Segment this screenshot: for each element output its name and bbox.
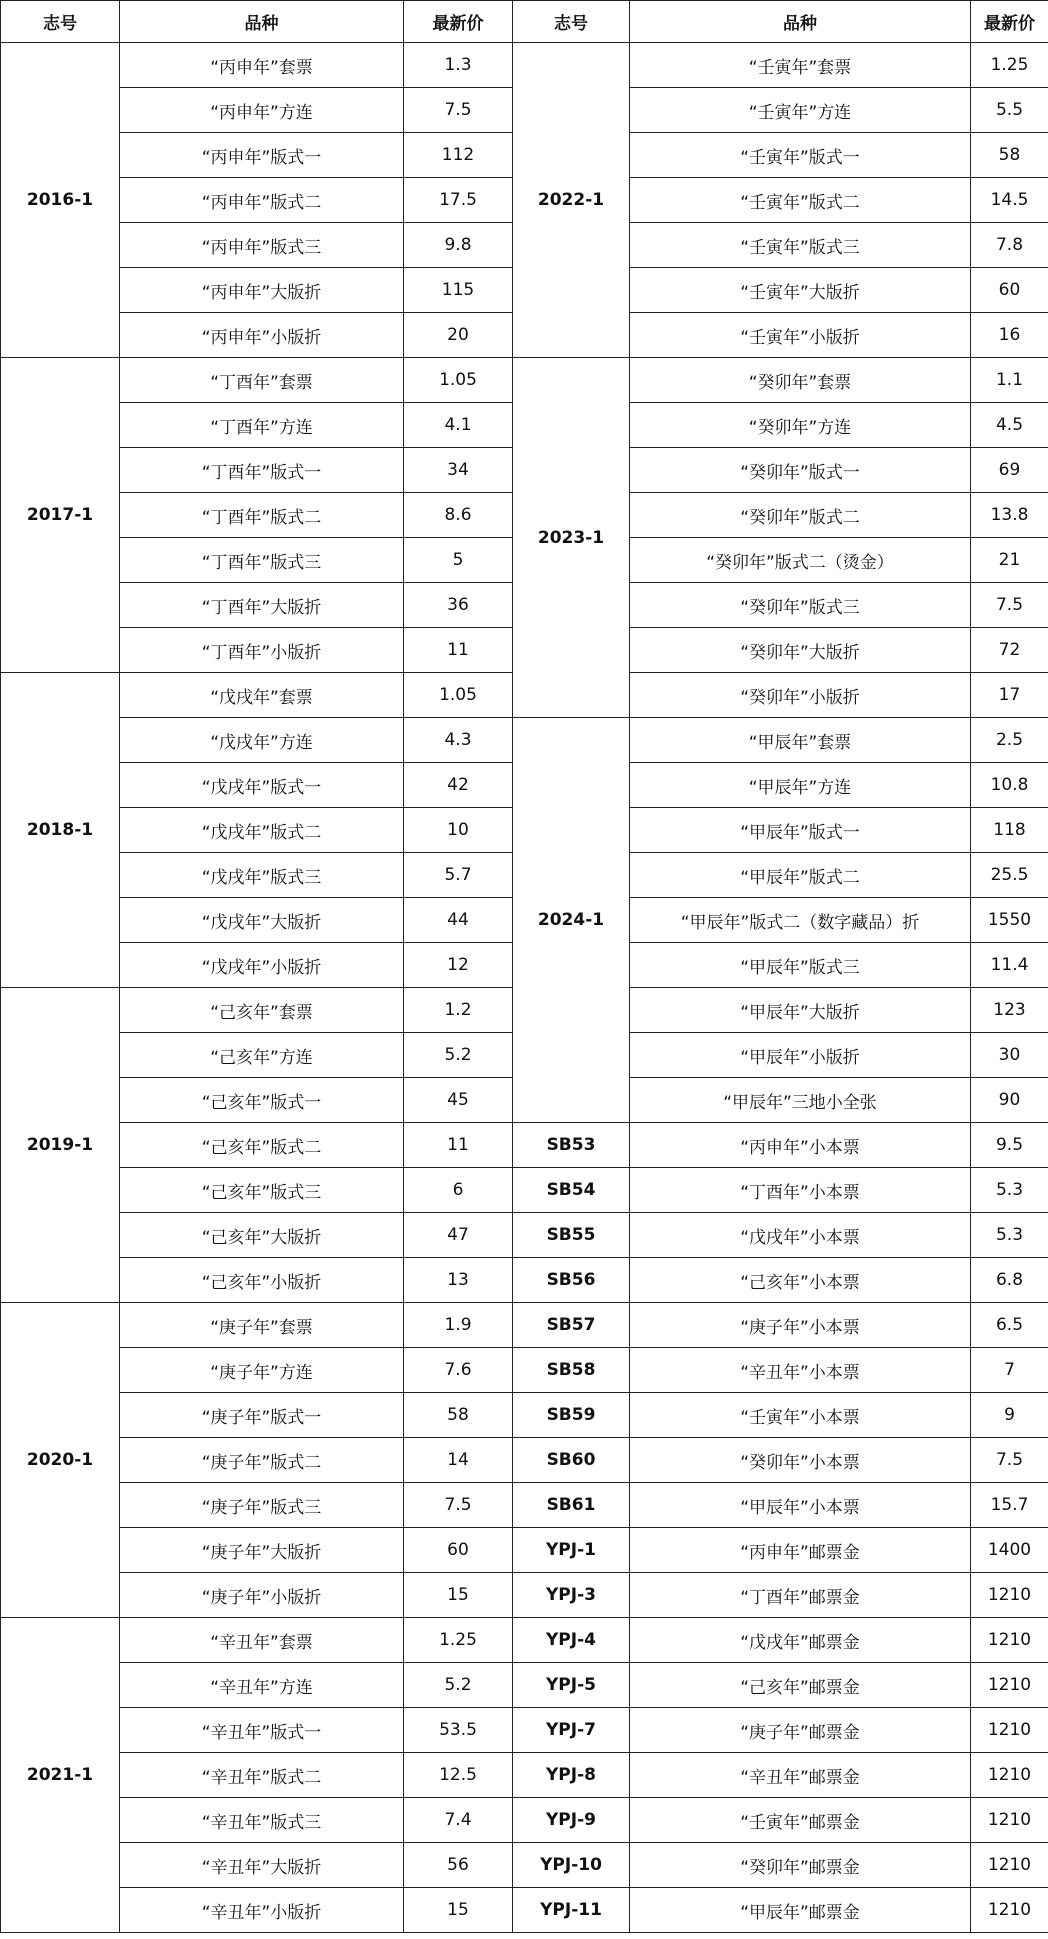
price-cell-left: 15 bbox=[404, 1888, 513, 1933]
issue-number-cell-right: YPJ-9 bbox=[513, 1798, 630, 1843]
price-cell-left: 5 bbox=[404, 538, 513, 583]
variety-cell-right: “甲辰年”三地小全张 bbox=[630, 1078, 971, 1123]
variety-cell-left: “丁酉年”小版折 bbox=[120, 628, 404, 673]
header-id-left: 志号 bbox=[1, 1, 120, 43]
variety-cell-left: “辛丑年”版式二 bbox=[120, 1753, 404, 1798]
price-cell-left: 7.4 bbox=[404, 1798, 513, 1843]
variety-cell-right: “辛丑年”小本票 bbox=[630, 1348, 971, 1393]
variety-cell-right: “壬寅年”邮票金 bbox=[630, 1798, 971, 1843]
price-cell-right: 4.5 bbox=[971, 403, 1048, 448]
variety-cell-left: “戊戌年”版式三 bbox=[120, 853, 404, 898]
price-cell-left: 60 bbox=[404, 1528, 513, 1573]
price-cell-left: 9.8 bbox=[404, 223, 513, 268]
table-row bbox=[1, 1123, 1048, 1168]
variety-cell-right: “癸卯年”版式三 bbox=[630, 583, 971, 628]
variety-cell-right: “甲辰年”大版折 bbox=[630, 988, 971, 1033]
variety-cell-left: “庚子年”大版折 bbox=[120, 1528, 404, 1573]
price-cell-left: 17.5 bbox=[404, 178, 513, 223]
issue-number-cell-right: SB58 bbox=[513, 1348, 630, 1393]
price-cell-left: 15 bbox=[404, 1573, 513, 1618]
price-cell-left: 10 bbox=[404, 808, 513, 853]
issue-number-cell-right: SB53 bbox=[513, 1123, 630, 1168]
variety-cell-right: “癸卯年”小本票 bbox=[630, 1438, 971, 1483]
price-cell-left: 1.3 bbox=[404, 43, 513, 88]
variety-cell-left: “丙申年”版式一 bbox=[120, 133, 404, 178]
variety-cell-right: “甲辰年”邮票金 bbox=[630, 1888, 971, 1933]
price-cell-left: 4.1 bbox=[404, 403, 513, 448]
variety-cell-right: “己亥年”小本票 bbox=[630, 1258, 971, 1303]
price-cell-left: 5.7 bbox=[404, 853, 513, 898]
price-cell-left: 7.5 bbox=[404, 88, 513, 133]
issue-number-cell-right: SB56 bbox=[513, 1258, 630, 1303]
variety-cell-right: “辛丑年”邮票金 bbox=[630, 1753, 971, 1798]
price-cell-right: 90 bbox=[971, 1078, 1048, 1123]
variety-cell-left: “丙申年”方连 bbox=[120, 88, 404, 133]
variety-cell-left: “戊戌年”套票 bbox=[120, 673, 404, 718]
variety-cell-left: “丁酉年”大版折 bbox=[120, 583, 404, 628]
price-cell-right: 1210 bbox=[971, 1573, 1048, 1618]
variety-cell-left: “丁酉年”套票 bbox=[120, 358, 404, 403]
variety-cell-right: “壬寅年”套票 bbox=[630, 43, 971, 88]
price-cell-left: 7.5 bbox=[404, 1483, 513, 1528]
price-cell-right: 13.8 bbox=[971, 493, 1048, 538]
variety-cell-left: “丙申年”套票 bbox=[120, 43, 404, 88]
variety-cell-left: “丙申年”大版折 bbox=[120, 268, 404, 313]
table-row bbox=[1, 1753, 1048, 1798]
price-cell-left: 112 bbox=[404, 133, 513, 178]
issue-number-cell-right: YPJ-3 bbox=[513, 1573, 630, 1618]
price-cell-left: 12 bbox=[404, 943, 513, 988]
header-row bbox=[1, 1, 1048, 43]
variety-cell-right: “甲辰年”版式一 bbox=[630, 808, 971, 853]
price-cell-right: 7.5 bbox=[971, 1438, 1048, 1483]
price-cell-right: 6.5 bbox=[971, 1303, 1048, 1348]
price-cell-left: 42 bbox=[404, 763, 513, 808]
table-row bbox=[1, 1528, 1048, 1573]
variety-cell-right: “壬寅年”小版折 bbox=[630, 313, 971, 358]
variety-cell-left: “庚子年”方连 bbox=[120, 1348, 404, 1393]
price-cell-right: 1210 bbox=[971, 1888, 1048, 1933]
variety-cell-right: “壬寅年”小本票 bbox=[630, 1393, 971, 1438]
price-cell-right: 7.8 bbox=[971, 223, 1048, 268]
price-cell-left: 13 bbox=[404, 1258, 513, 1303]
variety-cell-right: “壬寅年”版式二 bbox=[630, 178, 971, 223]
price-cell-right: 60 bbox=[971, 268, 1048, 313]
variety-cell-right: “甲辰年”小版折 bbox=[630, 1033, 971, 1078]
table-row bbox=[1, 1483, 1048, 1528]
price-cell-left: 6 bbox=[404, 1168, 513, 1213]
price-cell-right: 11.4 bbox=[971, 943, 1048, 988]
variety-cell-left: “丁酉年”方连 bbox=[120, 403, 404, 448]
header-id-right: 志号 bbox=[513, 1, 630, 43]
price-cell-right: 7 bbox=[971, 1348, 1048, 1393]
price-cell-right: 1210 bbox=[971, 1843, 1048, 1888]
price-cell-left: 1.05 bbox=[404, 673, 513, 718]
variety-cell-left: “己亥年”版式二 bbox=[120, 1123, 404, 1168]
price-cell-left: 1.05 bbox=[404, 358, 513, 403]
table-row bbox=[1, 1843, 1048, 1888]
variety-cell-right: “癸卯年”版式二（烫金） bbox=[630, 538, 971, 583]
issue-number-cell-right: SB60 bbox=[513, 1438, 630, 1483]
variety-cell-left: “辛丑年”大版折 bbox=[120, 1843, 404, 1888]
price-cell-left: 11 bbox=[404, 1123, 513, 1168]
price-cell-right: 123 bbox=[971, 988, 1048, 1033]
variety-cell-right: “癸卯年”套票 bbox=[630, 358, 971, 403]
table-row bbox=[1, 1888, 1048, 1933]
price-cell-right: 1210 bbox=[971, 1753, 1048, 1798]
variety-cell-right: “癸卯年”邮票金 bbox=[630, 1843, 971, 1888]
price-cell-left: 47 bbox=[404, 1213, 513, 1258]
variety-cell-left: “戊戌年”大版折 bbox=[120, 898, 404, 943]
variety-cell-left: “己亥年”套票 bbox=[120, 988, 404, 1033]
price-cell-right: 15.7 bbox=[971, 1483, 1048, 1528]
header-variety-right: 品种 bbox=[630, 1, 971, 43]
variety-cell-right: “丙申年”小本票 bbox=[630, 1123, 971, 1168]
issue-number-cell-right: YPJ-7 bbox=[513, 1708, 630, 1753]
issue-number-cell-right: SB61 bbox=[513, 1483, 630, 1528]
issue-number-cell-right: YPJ-4 bbox=[513, 1618, 630, 1663]
variety-cell-right: “壬寅年”方连 bbox=[630, 88, 971, 133]
variety-cell-right: “壬寅年”版式一 bbox=[630, 133, 971, 178]
table-row bbox=[1, 1168, 1048, 1213]
price-cell-right: 1210 bbox=[971, 1798, 1048, 1843]
variety-cell-right: “甲辰年”版式二（数字藏品）折 bbox=[630, 898, 971, 943]
variety-cell-right: “甲辰年”套票 bbox=[630, 718, 971, 763]
variety-cell-right: “甲辰年”版式三 bbox=[630, 943, 971, 988]
variety-cell-right: “丁酉年”小本票 bbox=[630, 1168, 971, 1213]
variety-cell-left: “己亥年”大版折 bbox=[120, 1213, 404, 1258]
issue-number-cell-left: 2017-1 bbox=[1, 358, 120, 673]
price-cell-right: 6.8 bbox=[971, 1258, 1048, 1303]
issue-number-cell-right: 2022-1 bbox=[513, 43, 630, 358]
table-row bbox=[1, 1438, 1048, 1483]
price-cell-right: 10.8 bbox=[971, 763, 1048, 808]
variety-cell-left: “辛丑年”套票 bbox=[120, 1618, 404, 1663]
variety-cell-left: “庚子年”套票 bbox=[120, 1303, 404, 1348]
price-cell-right: 1210 bbox=[971, 1663, 1048, 1708]
price-cell-right: 58 bbox=[971, 133, 1048, 178]
issue-number-cell-left: 2019-1 bbox=[1, 988, 120, 1303]
price-cell-right: 72 bbox=[971, 628, 1048, 673]
variety-cell-right: “甲辰年”小本票 bbox=[630, 1483, 971, 1528]
issue-number-cell-left: 2020-1 bbox=[1, 1303, 120, 1618]
price-cell-left: 36 bbox=[404, 583, 513, 628]
price-cell-left: 12.5 bbox=[404, 1753, 513, 1798]
price-cell-right: 25.5 bbox=[971, 853, 1048, 898]
price-cell-left: 1.9 bbox=[404, 1303, 513, 1348]
price-cell-left: 20 bbox=[404, 313, 513, 358]
variety-cell-right: “戊戌年”小本票 bbox=[630, 1213, 971, 1258]
variety-cell-left: “己亥年”版式三 bbox=[120, 1168, 404, 1213]
variety-cell-right: “庚子年”小本票 bbox=[630, 1303, 971, 1348]
header-variety-left: 品种 bbox=[120, 1, 404, 43]
price-cell-right: 14.5 bbox=[971, 178, 1048, 223]
variety-cell-left: “戊戌年”版式一 bbox=[120, 763, 404, 808]
issue-number-cell-right: SB55 bbox=[513, 1213, 630, 1258]
variety-cell-left: “丁酉年”版式一 bbox=[120, 448, 404, 493]
price-cell-left: 1.25 bbox=[404, 1618, 513, 1663]
variety-cell-left: “己亥年”方连 bbox=[120, 1033, 404, 1078]
variety-cell-left: “庚子年”版式二 bbox=[120, 1438, 404, 1483]
variety-cell-right: “丁酉年”邮票金 bbox=[630, 1573, 971, 1618]
variety-cell-right: “庚子年”邮票金 bbox=[630, 1708, 971, 1753]
issue-number-cell-right: YPJ-10 bbox=[513, 1843, 630, 1888]
variety-cell-left: “丁酉年”版式二 bbox=[120, 493, 404, 538]
price-cell-right: 118 bbox=[971, 808, 1048, 853]
table-row bbox=[1, 1348, 1048, 1393]
price-cell-left: 34 bbox=[404, 448, 513, 493]
price-cell-right: 1400 bbox=[971, 1528, 1048, 1573]
price-cell-left: 5.2 bbox=[404, 1663, 513, 1708]
price-cell-right: 16 bbox=[971, 313, 1048, 358]
variety-cell-left: “丙申年”版式三 bbox=[120, 223, 404, 268]
table-row bbox=[1, 43, 1048, 88]
price-cell-right: 5.3 bbox=[971, 1213, 1048, 1258]
table-row bbox=[1, 1213, 1048, 1258]
table-row bbox=[1, 1663, 1048, 1708]
price-cell-right: 30 bbox=[971, 1033, 1048, 1078]
header-price-left: 最新价 bbox=[404, 1, 513, 43]
price-cell-left: 45 bbox=[404, 1078, 513, 1123]
price-cell-left: 4.3 bbox=[404, 718, 513, 763]
price-cell-left: 8.6 bbox=[404, 493, 513, 538]
issue-number-cell-right: SB54 bbox=[513, 1168, 630, 1213]
variety-cell-left: “戊戌年”方连 bbox=[120, 718, 404, 763]
price-cell-left: 11 bbox=[404, 628, 513, 673]
issue-number-cell-right: SB59 bbox=[513, 1393, 630, 1438]
header-price-right: 最新价 bbox=[971, 1, 1048, 43]
price-cell-right: 69 bbox=[971, 448, 1048, 493]
variety-cell-right: “癸卯年”小版折 bbox=[630, 673, 971, 718]
variety-cell-left: “辛丑年”版式三 bbox=[120, 1798, 404, 1843]
variety-cell-right: “戊戌年”邮票金 bbox=[630, 1618, 971, 1663]
variety-cell-left: “庚子年”版式一 bbox=[120, 1393, 404, 1438]
price-cell-right: 1210 bbox=[971, 1708, 1048, 1753]
price-cell-right: 9 bbox=[971, 1393, 1048, 1438]
table-row bbox=[1, 1303, 1048, 1348]
price-cell-left: 44 bbox=[404, 898, 513, 943]
issue-number-cell-right: YPJ-1 bbox=[513, 1528, 630, 1573]
table-row bbox=[1, 1708, 1048, 1753]
variety-cell-right: “癸卯年”方连 bbox=[630, 403, 971, 448]
variety-cell-right: “丙申年”邮票金 bbox=[630, 1528, 971, 1573]
table-row bbox=[1, 358, 1048, 403]
variety-cell-left: “丙申年”小版折 bbox=[120, 313, 404, 358]
variety-cell-left: “庚子年”小版折 bbox=[120, 1573, 404, 1618]
price-cell-left: 5.2 bbox=[404, 1033, 513, 1078]
price-cell-right: 5.3 bbox=[971, 1168, 1048, 1213]
price-cell-right: 17 bbox=[971, 673, 1048, 718]
issue-number-cell-right: YPJ-8 bbox=[513, 1753, 630, 1798]
issue-number-cell-right: 2023-1 bbox=[513, 358, 630, 718]
issue-number-cell-left: 2018-1 bbox=[1, 673, 120, 988]
table-row bbox=[1, 718, 1048, 763]
issue-number-cell-right: 2024-1 bbox=[513, 718, 630, 1123]
price-cell-left: 53.5 bbox=[404, 1708, 513, 1753]
table-row bbox=[1, 1393, 1048, 1438]
issue-number-cell-left: 2021-1 bbox=[1, 1618, 120, 1933]
variety-cell-left: “辛丑年”方连 bbox=[120, 1663, 404, 1708]
variety-cell-right: “癸卯年”版式一 bbox=[630, 448, 971, 493]
price-cell-right: 1550 bbox=[971, 898, 1048, 943]
price-cell-right: 1.1 bbox=[971, 358, 1048, 403]
variety-cell-left: “己亥年”小版折 bbox=[120, 1258, 404, 1303]
table-row bbox=[1, 1798, 1048, 1843]
price-cell-left: 7.6 bbox=[404, 1348, 513, 1393]
variety-cell-right: “甲辰年”版式二 bbox=[630, 853, 971, 898]
price-cell-right: 7.5 bbox=[971, 583, 1048, 628]
variety-cell-left: “丁酉年”版式三 bbox=[120, 538, 404, 583]
table-row bbox=[1, 1258, 1048, 1303]
variety-cell-right: “癸卯年”大版折 bbox=[630, 628, 971, 673]
price-cell-right: 9.5 bbox=[971, 1123, 1048, 1168]
table-row bbox=[1, 1618, 1048, 1663]
variety-cell-left: “戊戌年”小版折 bbox=[120, 943, 404, 988]
price-cell-right: 1.25 bbox=[971, 43, 1048, 88]
variety-cell-left: “丙申年”版式二 bbox=[120, 178, 404, 223]
issue-number-cell-right: YPJ-5 bbox=[513, 1663, 630, 1708]
issue-number-cell-right: YPJ-11 bbox=[513, 1888, 630, 1933]
price-cell-right: 21 bbox=[971, 538, 1048, 583]
price-cell-left: 56 bbox=[404, 1843, 513, 1888]
issue-number-cell-left: 2016-1 bbox=[1, 43, 120, 358]
variety-cell-left: “戊戌年”版式二 bbox=[120, 808, 404, 853]
price-cell-left: 14 bbox=[404, 1438, 513, 1483]
price-cell-left: 115 bbox=[404, 268, 513, 313]
variety-cell-right: “己亥年”邮票金 bbox=[630, 1663, 971, 1708]
price-cell-right: 2.5 bbox=[971, 718, 1048, 763]
variety-cell-left: “辛丑年”版式一 bbox=[120, 1708, 404, 1753]
price-cell-right: 1210 bbox=[971, 1618, 1048, 1663]
variety-cell-left: “庚子年”版式三 bbox=[120, 1483, 404, 1528]
variety-cell-right: “甲辰年”方连 bbox=[630, 763, 971, 808]
price-cell-left: 1.2 bbox=[404, 988, 513, 1033]
variety-cell-right: “癸卯年”版式二 bbox=[630, 493, 971, 538]
variety-cell-left: “己亥年”版式一 bbox=[120, 1078, 404, 1123]
variety-cell-right: “壬寅年”大版折 bbox=[630, 268, 971, 313]
issue-number-cell-right: SB57 bbox=[513, 1303, 630, 1348]
price-cell-right: 5.5 bbox=[971, 88, 1048, 133]
table-row bbox=[1, 1573, 1048, 1618]
variety-cell-right: “壬寅年”版式三 bbox=[630, 223, 971, 268]
variety-cell-left: “辛丑年”小版折 bbox=[120, 1888, 404, 1933]
price-cell-left: 58 bbox=[404, 1393, 513, 1438]
